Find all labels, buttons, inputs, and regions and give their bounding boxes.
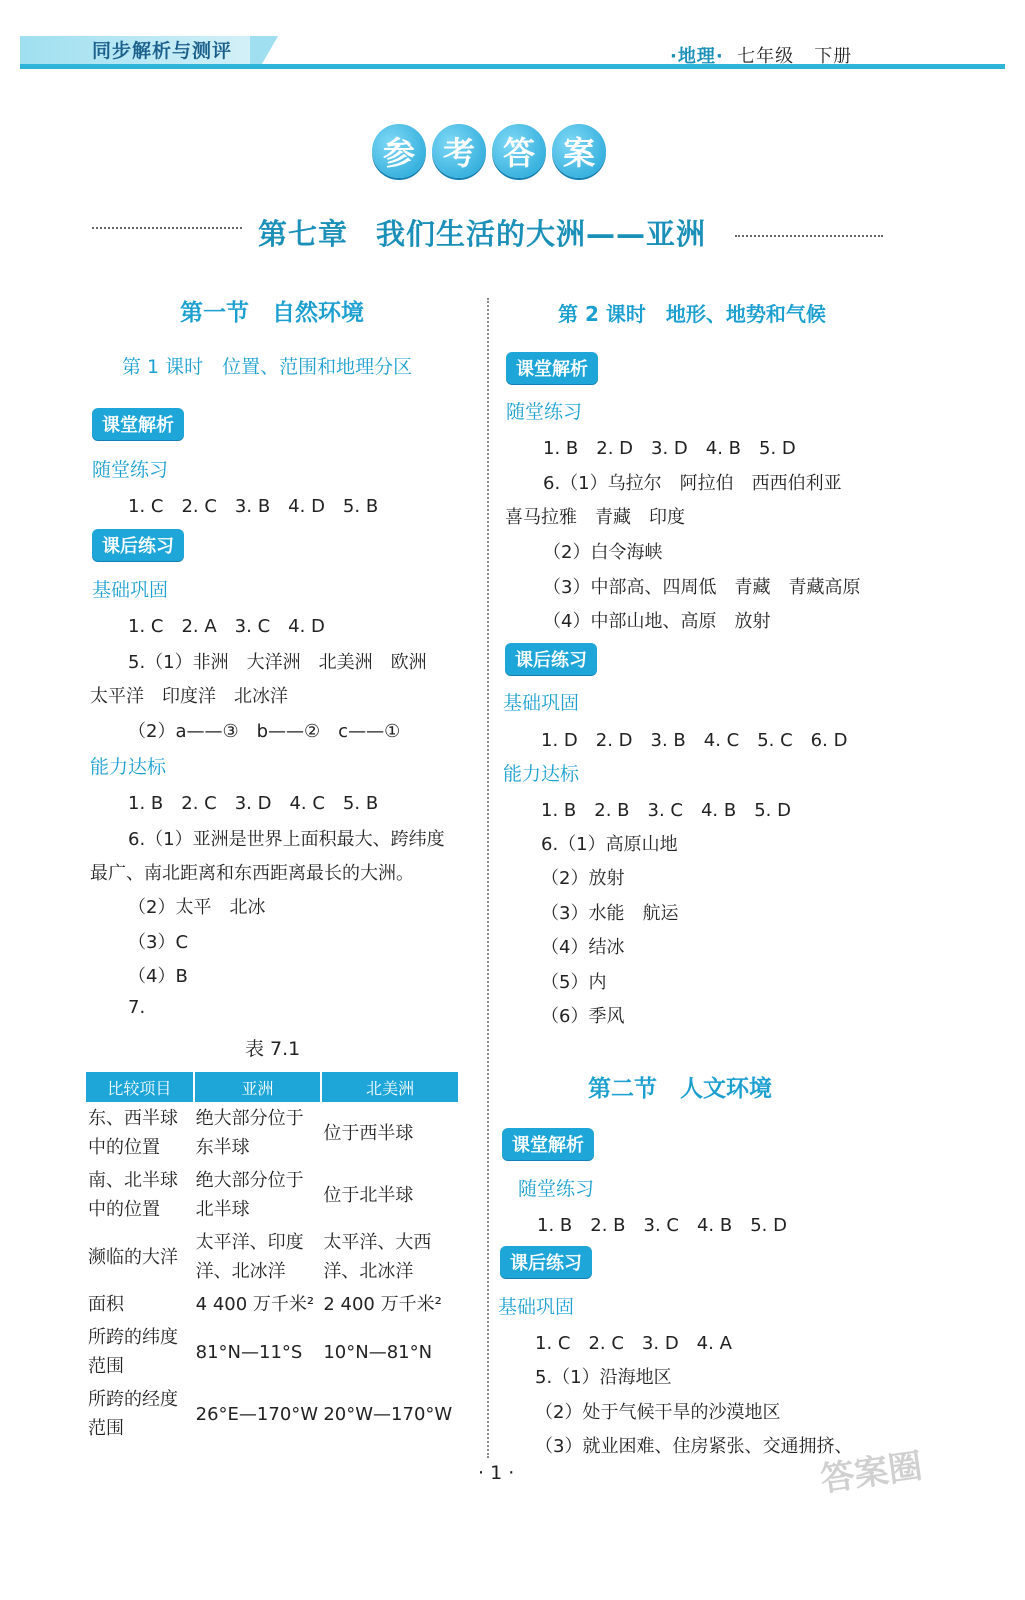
table-cell: 10°N—81°N bbox=[323, 1341, 433, 1363]
header-rule bbox=[20, 64, 1005, 69]
table-cell: 绝大部分位于东半球 bbox=[195, 1108, 304, 1158]
answer-line: 1. B 2. B 3. C 4. B 5. D bbox=[537, 1215, 787, 1236]
series-title: 同步解析与测评 bbox=[92, 40, 233, 62]
table-cell: 太平洋、大西洋、北冰洋 bbox=[323, 1232, 432, 1282]
header-right bbox=[670, 42, 852, 68]
answer-line: 1. B 2. B 3. C 4. B 5. D bbox=[541, 800, 791, 821]
table-header-row bbox=[86, 1072, 459, 1102]
table-cell: 太平洋、印度洋、北冰洋 bbox=[195, 1232, 304, 1282]
table-cell: 26°E—170°W bbox=[195, 1403, 319, 1425]
table-row bbox=[86, 1164, 459, 1226]
section-heading: 第二节 人文环境 bbox=[588, 1076, 772, 1102]
answer-line: 1. B 2. C 3. D 4. C 5. B bbox=[128, 793, 379, 814]
chapter-heading bbox=[258, 212, 706, 253]
answer-line: （2）处于气候干旱的沙漠地区 bbox=[535, 1402, 781, 1423]
table-cell: 4 400 万千米² bbox=[195, 1294, 315, 1315]
title-char: 参 bbox=[372, 124, 426, 178]
answer-line: （2）放射 bbox=[541, 868, 625, 889]
answer-line: （2）a——③ b——② c——① bbox=[128, 721, 401, 742]
answer-line: 5.（1）非洲 大洋洲 北美洲 欧洲 bbox=[128, 652, 427, 673]
title-char: 考 bbox=[432, 124, 486, 178]
answer-line: 1. C 2. A 3. C 4. D bbox=[128, 616, 325, 637]
lesson-heading: 第 2 课时 地形、地势和气候 bbox=[558, 302, 826, 326]
answer-line: （2）太平 北冰 bbox=[128, 897, 266, 918]
pill-heading: 课堂解析 bbox=[506, 352, 598, 384]
answer-line: （4）结冰 bbox=[541, 937, 625, 958]
exercise-label: 随堂练习 bbox=[518, 1178, 595, 1200]
table-cell: 面积 bbox=[88, 1294, 124, 1315]
lesson-heading: 第 1 课时 位置、范围和地理分区 bbox=[122, 356, 413, 378]
chapter-name: 我们生活的大洲——亚洲 bbox=[376, 217, 707, 251]
title-char: 答 bbox=[492, 124, 546, 178]
answer-line: 6.（1）乌拉尔 阿拉伯 西西伯利亚 bbox=[543, 473, 842, 494]
table-cell: 位于北半球 bbox=[323, 1184, 414, 1206]
answer-line: （3）C bbox=[128, 932, 189, 953]
exercise-label: 随堂练习 bbox=[92, 459, 169, 481]
pill-heading: 课后练习 bbox=[92, 529, 184, 561]
table-row bbox=[86, 1383, 459, 1445]
table-header: 亚洲 bbox=[194, 1072, 322, 1102]
table-header: 北美洲 bbox=[321, 1072, 459, 1102]
answer-line: （3）水能 航运 bbox=[541, 903, 679, 924]
table-caption: 表 7.1 bbox=[245, 1038, 301, 1060]
table-row bbox=[86, 1321, 459, 1383]
page-title bbox=[372, 124, 606, 178]
exercise-label: 随堂练习 bbox=[506, 401, 583, 423]
table-cell: 南、北半球中的位置 bbox=[88, 1170, 178, 1220]
chapter-number: 第七章 bbox=[258, 217, 349, 251]
answer-line: 5.（1）沿海地区 bbox=[535, 1367, 672, 1388]
table-row bbox=[86, 1226, 459, 1288]
subject: ·地理· bbox=[670, 46, 724, 67]
comparison-table bbox=[86, 1072, 460, 1445]
volume: 下册 bbox=[814, 46, 853, 67]
answer-line: 太平洋 印度洋 北冰洋 bbox=[90, 686, 288, 707]
answer-line: 1. C 2. C 3. B 4. D 5. B bbox=[128, 496, 379, 517]
grade: 七年级 bbox=[737, 46, 795, 67]
exercise-label: 能力达标 bbox=[503, 763, 580, 785]
answer-line: 1. D 2. D 3. B 4. C 5. C 6. D bbox=[541, 730, 848, 751]
table-cell: 20°W—170°W bbox=[323, 1403, 453, 1425]
title-char: 案 bbox=[552, 124, 606, 178]
table-cell: 2 400 万千米² bbox=[323, 1294, 442, 1315]
answer-line: 1. B 2. D 3. D 4. B 5. D bbox=[543, 438, 796, 459]
answer-line: （4）B bbox=[128, 966, 188, 987]
answer-line: （5）内 bbox=[541, 972, 607, 993]
column-divider bbox=[487, 298, 489, 1458]
answer-line: 1. C 2. C 3. D 4. A bbox=[535, 1333, 732, 1354]
table-cell: 81°N—11°S bbox=[195, 1341, 303, 1363]
table-cell: 位于西半球 bbox=[323, 1122, 414, 1144]
page-number: · 1 · bbox=[478, 1462, 515, 1484]
answer-line: （2）白令海峡 bbox=[543, 542, 663, 563]
answer-line: 最广、南北距离和东西距离最长的大洲。 bbox=[90, 863, 414, 884]
answer-line: 7. bbox=[128, 997, 146, 1018]
watermark: 答案圈 bbox=[818, 1446, 925, 1500]
answer-line: （6）季风 bbox=[541, 1006, 625, 1027]
answer-line: 喜马拉雅 青藏 印度 bbox=[505, 507, 685, 528]
table-header: 比较项目 bbox=[86, 1072, 194, 1102]
exercise-label: 基础巩固 bbox=[498, 1296, 575, 1318]
pill-heading: 课后练习 bbox=[500, 1246, 592, 1278]
table-row bbox=[86, 1288, 459, 1321]
answer-line: （3）就业困难、住房紧张、交通拥挤、 bbox=[535, 1436, 853, 1457]
answer-line: （4）中部山地、高原 放射 bbox=[543, 611, 771, 632]
table-row bbox=[86, 1102, 459, 1164]
pill-heading: 课堂解析 bbox=[92, 408, 184, 440]
header-band-slant bbox=[250, 36, 290, 64]
table-cell: 东、西半球中的位置 bbox=[88, 1108, 178, 1158]
pill-heading: 课后练习 bbox=[505, 643, 597, 675]
answer-line: （3）中部高、四周低 青藏 青藏高原 bbox=[543, 577, 861, 598]
answer-line: 6.（1）亚洲是世界上面积最大、跨纬度 bbox=[128, 829, 445, 850]
table-cell: 所跨的纬度范围 bbox=[88, 1327, 178, 1377]
chapter-dots-right bbox=[735, 235, 883, 237]
exercise-label: 能力达标 bbox=[90, 756, 167, 778]
exercise-label: 基础巩固 bbox=[92, 579, 169, 601]
pill-heading: 课堂解析 bbox=[502, 1128, 594, 1160]
answer-line: 6.（1）高原山地 bbox=[541, 834, 678, 855]
section-heading: 第一节 自然环境 bbox=[180, 300, 364, 326]
chapter-dots-left bbox=[92, 227, 242, 229]
table-cell: 绝大部分位于北半球 bbox=[195, 1170, 304, 1220]
exercise-label: 基础巩固 bbox=[503, 692, 580, 714]
table-cell: 所跨的经度范围 bbox=[88, 1389, 178, 1439]
table-cell: 濒临的大洋 bbox=[88, 1246, 178, 1268]
